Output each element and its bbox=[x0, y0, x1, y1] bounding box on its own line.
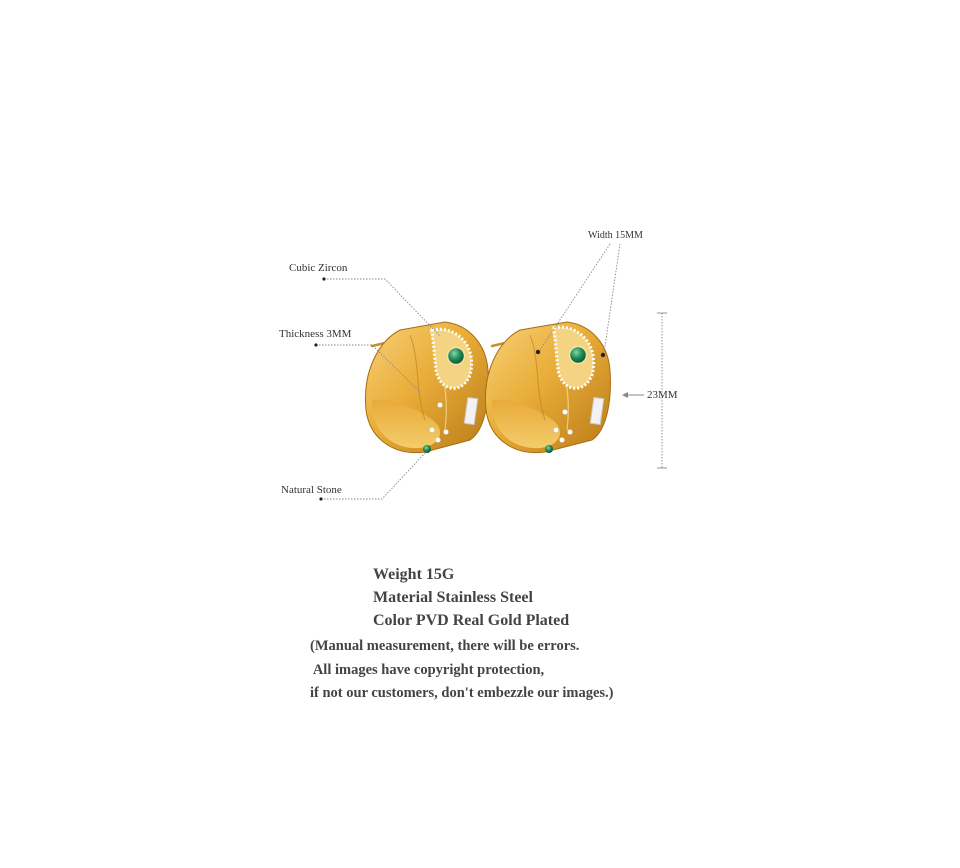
spec-weight: Weight 15G bbox=[373, 566, 455, 583]
right-earring bbox=[485, 322, 610, 453]
callout-dots bbox=[314, 277, 325, 500]
label-natural-stone: Natural Stone bbox=[281, 484, 342, 496]
label-cubic-zircon: Cubic Zircon bbox=[289, 262, 348, 274]
spec-material: Material Stainless Steel bbox=[373, 589, 533, 606]
green-stone-icon bbox=[570, 347, 587, 364]
spec-color: Color PVD Real Gold Plated bbox=[373, 612, 570, 629]
note-line-1: (Manual measurement, there will be errors. bbox=[310, 638, 580, 654]
note-line-3: if not our customers, don't embezzle our images.) bbox=[310, 685, 614, 701]
left-earring bbox=[365, 322, 488, 453]
label-width: Width 15MM bbox=[588, 230, 643, 241]
label-thickness: Thickness 3MM bbox=[279, 328, 352, 340]
label-height: 23MM bbox=[647, 389, 678, 401]
green-stone-icon bbox=[448, 348, 465, 365]
note-line-2: All images have copyright protection, bbox=[310, 662, 545, 678]
